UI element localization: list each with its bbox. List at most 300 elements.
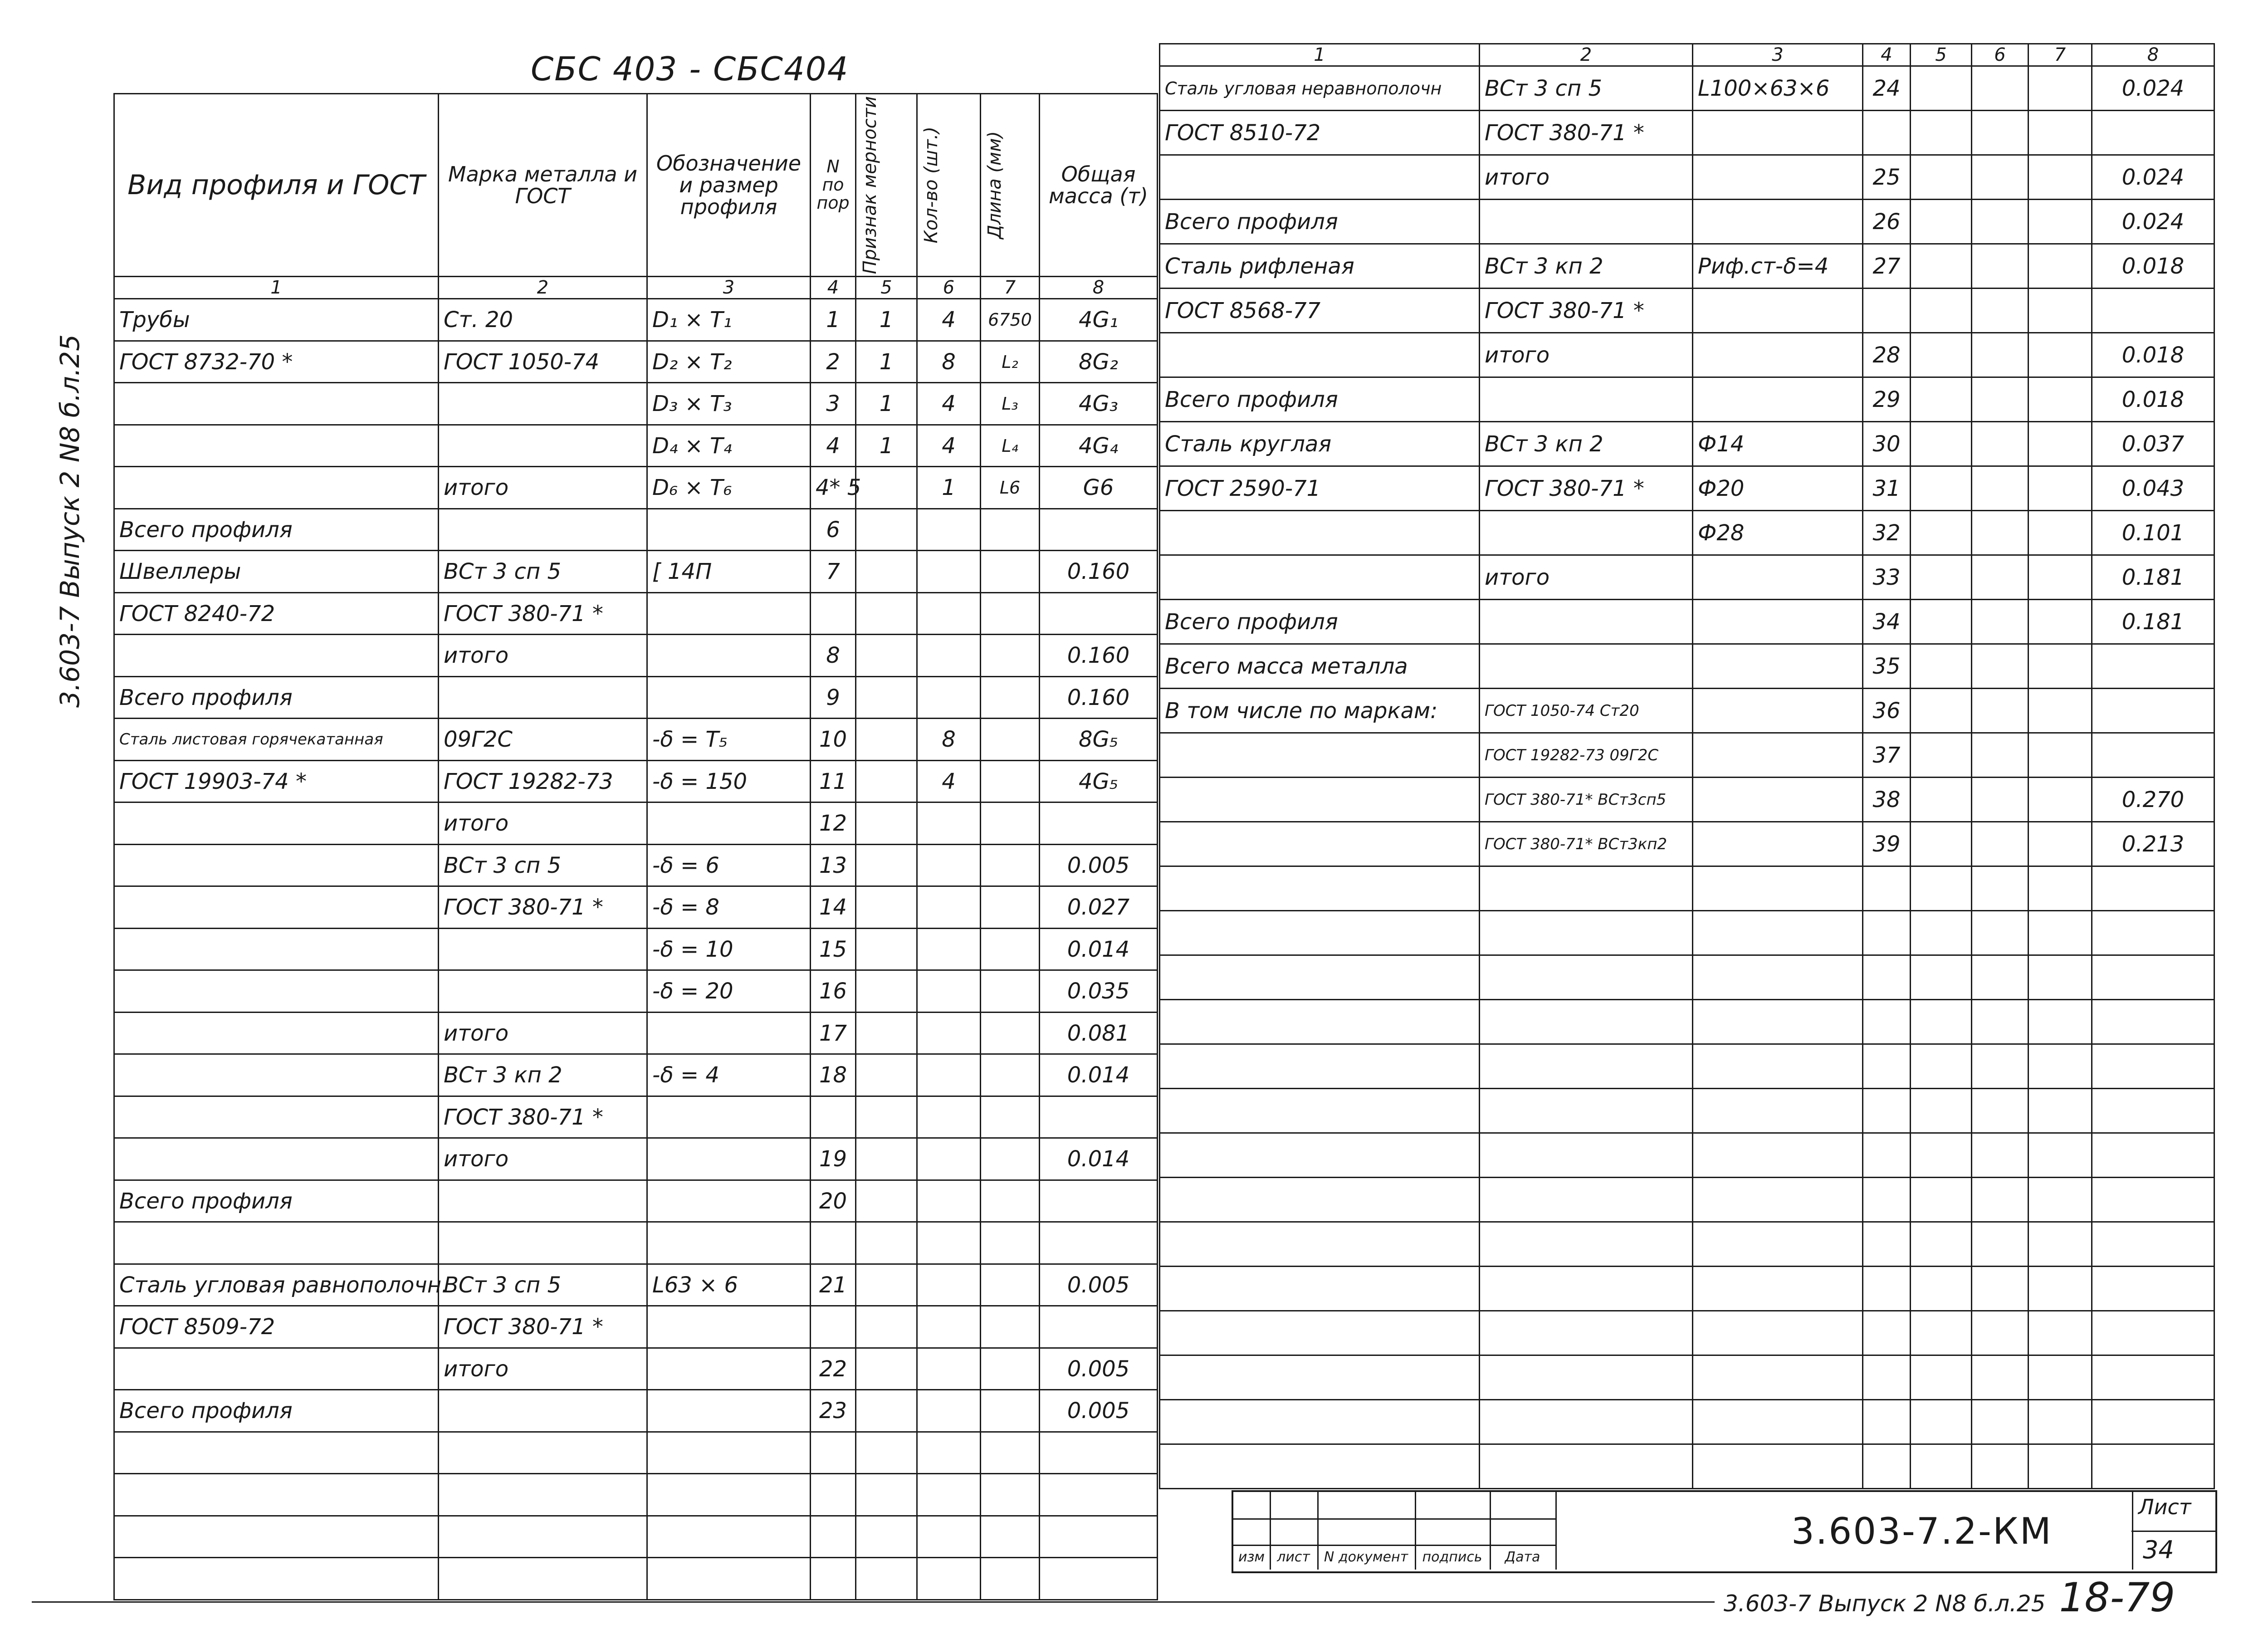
cell-qty xyxy=(917,1054,981,1096)
cell-length xyxy=(981,1096,1040,1138)
cell-grade: итого xyxy=(1480,155,1693,200)
cell-profile xyxy=(114,635,439,677)
cell-length xyxy=(981,1516,1040,1558)
cell-length xyxy=(981,635,1040,677)
cell-mass: 0.181 xyxy=(2092,600,2214,644)
cell-c5 xyxy=(1911,155,1972,200)
cell-profile xyxy=(1160,1178,1480,1222)
cell-c7 xyxy=(2028,778,2092,822)
cell-designation xyxy=(647,1012,811,1054)
cell-mass: 0.014 xyxy=(1040,1054,1158,1096)
cell-designation xyxy=(1693,600,1863,644)
cell-num: 31 xyxy=(1863,466,1911,511)
cell-num xyxy=(1863,1089,1911,1133)
cell-profile xyxy=(1160,1311,1480,1355)
cell-num: 27 xyxy=(1863,244,1911,289)
cell-c7 xyxy=(2028,511,2092,555)
cell-mass: 0.081 xyxy=(1040,1012,1158,1054)
cell-profile: Швеллеры xyxy=(114,551,439,593)
cell-sign xyxy=(856,1012,917,1054)
cell-num xyxy=(811,1306,856,1348)
cell-designation: [ 14П xyxy=(647,551,811,593)
cell-designation: D₂ × T₂ xyxy=(647,341,811,383)
cell-mass xyxy=(2092,1222,2214,1267)
cell-grade: ГОСТ 380-71 * xyxy=(1480,466,1693,511)
cell-length: 6750 xyxy=(981,299,1040,341)
table-row xyxy=(114,467,1158,509)
cell-c5 xyxy=(1911,1222,1972,1267)
cell-c6 xyxy=(1972,644,2028,689)
cell-sign: 1 xyxy=(856,341,917,383)
cell-mass xyxy=(1040,1432,1158,1474)
cell-c5 xyxy=(1911,600,1972,644)
cell-num: 21 xyxy=(811,1264,856,1306)
cell-c6 xyxy=(1972,911,2028,955)
cell-designation: D₃ × T₃ xyxy=(647,383,811,425)
cell-num: 38 xyxy=(1863,778,1911,822)
cell-length xyxy=(981,1138,1040,1180)
cell-designation: L100×63×6 xyxy=(1693,66,1863,111)
cell-designation xyxy=(647,1432,811,1474)
cell-c5 xyxy=(1911,1311,1972,1355)
cell-num: 15 xyxy=(811,928,856,970)
table-row xyxy=(1160,1400,2214,1444)
cell-sign xyxy=(856,1054,917,1096)
table-row xyxy=(1160,555,2214,600)
cell-num: 4* 5 xyxy=(811,467,856,509)
cell-num xyxy=(811,1474,856,1516)
table-row xyxy=(1160,822,2214,866)
cell-num xyxy=(1863,1133,1911,1178)
cell-num: 12 xyxy=(811,802,856,845)
cell-qty xyxy=(917,844,981,886)
cell-grade xyxy=(1480,955,1693,1000)
cell-grade: итого xyxy=(439,1138,647,1180)
cell-c5 xyxy=(1911,689,1972,733)
cell-num: 13 xyxy=(811,844,856,886)
cell-sign xyxy=(856,1138,917,1180)
cell-profile: ГОСТ 8510-72 xyxy=(1160,111,1480,155)
cell-length xyxy=(981,1390,1040,1432)
cell-profile xyxy=(114,802,439,845)
table-row xyxy=(114,299,1158,341)
cell-profile xyxy=(114,383,439,425)
cell-grade: ГОСТ 380-71 * xyxy=(439,1096,647,1138)
cell-c7 xyxy=(2028,555,2092,600)
cell-profile: ГОСТ 19903-74 * xyxy=(114,760,439,802)
cell-c7 xyxy=(2028,1355,2092,1400)
cell-grade xyxy=(439,425,647,467)
cell-sign xyxy=(856,467,917,509)
cell-qty xyxy=(917,1264,981,1306)
cell-num: 7 xyxy=(811,551,856,593)
cell-grade xyxy=(439,1474,647,1516)
cell-num: 20 xyxy=(811,1180,856,1222)
cell-grade: ГОСТ 380-71 * xyxy=(439,1306,647,1348)
cell-mass: 0.101 xyxy=(2092,511,2214,555)
cell-mass xyxy=(2092,866,2214,911)
cell-c6 xyxy=(1972,600,2028,644)
cell-sign xyxy=(856,1432,917,1474)
cell-designation xyxy=(647,1516,811,1558)
cell-profile xyxy=(1160,333,1480,377)
cell-designation xyxy=(1693,911,1863,955)
cell-sign xyxy=(856,844,917,886)
cell-c7 xyxy=(2028,1133,2092,1178)
cell-mass xyxy=(2092,1178,2214,1222)
cell-designation xyxy=(647,509,811,551)
cell-mass xyxy=(1040,1306,1158,1348)
cell-profile: Всего профиля xyxy=(114,1180,439,1222)
left-spec-table xyxy=(113,93,1158,1600)
column-number: 5 xyxy=(856,277,917,299)
cell-grade xyxy=(1480,511,1693,555)
cell-c7 xyxy=(2028,1267,2092,1311)
cell-c5 xyxy=(1911,1000,1972,1044)
cell-length: L₄ xyxy=(981,425,1040,467)
cell-sign xyxy=(856,886,917,929)
cell-qty xyxy=(917,1138,981,1180)
cell-grade: ГОСТ 380-71 * xyxy=(439,592,647,635)
cell-mass: 0.018 xyxy=(2092,377,2214,422)
cell-designation xyxy=(647,802,811,845)
cell-sign xyxy=(856,802,917,845)
cell-num xyxy=(1863,111,1911,155)
cell-profile xyxy=(1160,1400,1480,1444)
cell-c7 xyxy=(2028,733,2092,778)
cell-num: 11 xyxy=(811,760,856,802)
cell-c6 xyxy=(1972,155,2028,200)
cell-profile xyxy=(114,1096,439,1138)
cell-c6 xyxy=(1972,866,2028,911)
table-row xyxy=(114,551,1158,593)
cell-profile: ГОСТ 2590-71 xyxy=(1160,466,1480,511)
table-row xyxy=(1160,1311,2214,1355)
cell-c5 xyxy=(1911,644,1972,689)
cell-grade: ВСт 3 кп 2 xyxy=(1480,422,1693,466)
cell-c6 xyxy=(1972,422,2028,466)
table-row xyxy=(1160,155,2214,200)
cell-designation xyxy=(647,1096,811,1138)
cell-length xyxy=(981,1348,1040,1390)
cell-c7 xyxy=(2028,377,2092,422)
table-row xyxy=(114,1264,1158,1306)
cell-length xyxy=(981,844,1040,886)
cell-mass xyxy=(1040,802,1158,845)
cell-grade xyxy=(1480,1178,1693,1222)
cell-num xyxy=(1863,1355,1911,1400)
side-note: 3.603-7 Выпуск 2 N8 б.л.25 xyxy=(54,334,85,708)
cell-grade: 09Г2С xyxy=(439,719,647,761)
cell-qty xyxy=(917,1348,981,1390)
cell-num xyxy=(1863,1267,1911,1311)
cell-designation: Ф20 xyxy=(1693,466,1863,511)
cell-qty xyxy=(917,509,981,551)
cell-profile: Трубы xyxy=(114,299,439,341)
cell-qty xyxy=(917,1180,981,1222)
cell-grade xyxy=(439,1222,647,1264)
stamp-label-change: изм xyxy=(1238,1549,1265,1565)
cell-grade: ГОСТ 1050-74 Ст20 xyxy=(1480,689,1693,733)
cell-num xyxy=(1863,1400,1911,1444)
cell-grade xyxy=(1480,1311,1693,1355)
table-row xyxy=(1160,911,2214,955)
cell-qty xyxy=(917,551,981,593)
cell-profile: Всего профиля xyxy=(114,676,439,719)
cell-profile: Всего профиля xyxy=(114,509,439,551)
cell-qty xyxy=(917,592,981,635)
column-number: 4 xyxy=(811,277,856,299)
cell-grade xyxy=(439,1516,647,1558)
cell-designation xyxy=(647,592,811,635)
cell-c7 xyxy=(2028,955,2092,1000)
cell-length xyxy=(981,1432,1040,1474)
cell-c7 xyxy=(2028,1444,2092,1489)
cell-profile xyxy=(1160,1267,1480,1311)
cell-grade xyxy=(439,970,647,1013)
cell-designation: D₄ × T₄ xyxy=(647,425,811,467)
cell-profile xyxy=(114,1012,439,1054)
cell-grade: ГОСТ 380-71 * xyxy=(439,886,647,929)
table-row xyxy=(114,592,1158,635)
cell-c6 xyxy=(1972,733,2028,778)
cell-mass: 0.160 xyxy=(1040,676,1158,719)
cell-length xyxy=(981,509,1040,551)
cell-grade xyxy=(1480,1222,1693,1267)
header-length: Длина (мм) xyxy=(981,94,1040,277)
column-number: 2 xyxy=(439,277,647,299)
cell-num: 16 xyxy=(811,970,856,1013)
cell-grade: ГОСТ 380-71* ВСт3сп5 xyxy=(1480,778,1693,822)
cell-c5 xyxy=(1911,200,1972,244)
cell-length: L₂ xyxy=(981,341,1040,383)
cell-mass xyxy=(1040,1180,1158,1222)
cell-mass: 4G₅ xyxy=(1040,760,1158,802)
cell-c7 xyxy=(2028,600,2092,644)
cell-num: 3 xyxy=(811,383,856,425)
cell-c7 xyxy=(2028,1222,2092,1267)
cell-c6 xyxy=(1972,1178,2028,1222)
cell-designation xyxy=(647,676,811,719)
cell-grade xyxy=(1480,1000,1693,1044)
column-number: 7 xyxy=(981,277,1040,299)
stamp-label-document: N документ xyxy=(1324,1549,1408,1565)
cell-grade xyxy=(439,1432,647,1474)
cell-c6 xyxy=(1972,66,2028,111)
cell-num: 36 xyxy=(1863,689,1911,733)
cell-num: 10 xyxy=(811,719,856,761)
cell-grade xyxy=(1480,377,1693,422)
stamp-label-signature: подпись xyxy=(1422,1549,1482,1565)
table-row xyxy=(1160,244,2214,289)
cell-length xyxy=(981,760,1040,802)
cell-mass: 0.270 xyxy=(2092,778,2214,822)
cell-qty xyxy=(917,1012,981,1054)
table-row xyxy=(114,1138,1158,1180)
stamp-line xyxy=(2131,1531,2215,1532)
cell-qty: 8 xyxy=(917,719,981,761)
cell-sign xyxy=(856,1306,917,1348)
cell-c5 xyxy=(1911,1400,1972,1444)
cell-qty: 1 xyxy=(917,467,981,509)
cell-c5 xyxy=(1911,822,1972,866)
cell-mass: 0.005 xyxy=(1040,1390,1158,1432)
cell-c6 xyxy=(1972,822,2028,866)
cell-mass xyxy=(1040,1474,1158,1516)
cell-grade xyxy=(439,1558,647,1600)
cell-qty xyxy=(917,1516,981,1558)
cell-mass xyxy=(2092,1400,2214,1444)
cell-profile xyxy=(114,970,439,1013)
column-number: 8 xyxy=(2092,44,2214,66)
cell-mass xyxy=(2092,1000,2214,1044)
cell-num: 39 xyxy=(1863,822,1911,866)
cell-mass xyxy=(2092,1267,2214,1311)
cell-c6 xyxy=(1972,1444,2028,1489)
cell-designation xyxy=(1693,377,1863,422)
cell-profile xyxy=(1160,155,1480,200)
cell-profile: ГОСТ 8568-77 xyxy=(1160,289,1480,333)
cell-c6 xyxy=(1972,511,2028,555)
cell-c6 xyxy=(1972,1355,2028,1400)
cell-designation xyxy=(647,1306,811,1348)
cell-grade xyxy=(1480,911,1693,955)
table-row xyxy=(114,1180,1158,1222)
cell-designation xyxy=(1693,111,1863,155)
cell-sign xyxy=(856,509,917,551)
cell-grade xyxy=(439,509,647,551)
right-spec-table xyxy=(1159,43,2215,1489)
cell-sign xyxy=(856,1390,917,1432)
column-number: 7 xyxy=(2028,44,2092,66)
cell-c7 xyxy=(2028,911,2092,955)
cell-num: 19 xyxy=(811,1138,856,1180)
cell-sign xyxy=(856,719,917,761)
cell-designation: D₆ × T₆ xyxy=(647,467,811,509)
table-row xyxy=(114,719,1158,761)
cell-sign: 1 xyxy=(856,425,917,467)
cell-profile xyxy=(1160,1044,1480,1089)
cell-c6 xyxy=(1972,1400,2028,1444)
footer-page-number: 18-79 xyxy=(2059,1574,2175,1621)
cell-mass: G6 xyxy=(1040,467,1158,509)
cell-c5 xyxy=(1911,866,1972,911)
cell-mass: 0.024 xyxy=(2092,66,2214,111)
cell-sign xyxy=(856,1264,917,1306)
cell-grade xyxy=(1480,200,1693,244)
table-row xyxy=(1160,1089,2214,1133)
cell-c6 xyxy=(1972,778,2028,822)
cell-profile xyxy=(114,886,439,929)
column-number: 3 xyxy=(647,277,811,299)
table-row xyxy=(114,970,1158,1013)
cell-grade: ВСт 3 сп 5 xyxy=(439,844,647,886)
table-row xyxy=(1160,1133,2214,1178)
cell-profile xyxy=(114,1516,439,1558)
cell-mass: 0.005 xyxy=(1040,844,1158,886)
column-number: 6 xyxy=(917,277,981,299)
cell-c7 xyxy=(2028,644,2092,689)
cell-designation xyxy=(1693,333,1863,377)
cell-grade: ГОСТ 380-71 * xyxy=(1480,289,1693,333)
cell-designation xyxy=(1693,1178,1863,1222)
cell-length xyxy=(981,1180,1040,1222)
cell-length xyxy=(981,802,1040,845)
cell-mass: 0.181 xyxy=(2092,555,2214,600)
cell-sign: 1 xyxy=(856,299,917,341)
table-row xyxy=(1160,689,2214,733)
cell-sign: 1 xyxy=(856,383,917,425)
cell-designation xyxy=(647,1474,811,1516)
table-row xyxy=(114,1054,1158,1096)
cell-num: 25 xyxy=(1863,155,1911,200)
cell-sign xyxy=(856,970,917,1013)
cell-mass: 4G₄ xyxy=(1040,425,1158,467)
cell-grade: ВСт 3 кп 2 xyxy=(439,1054,647,1096)
cell-grade: итого xyxy=(439,1348,647,1390)
cell-grade: ВСт 3 сп 5 xyxy=(1480,66,1693,111)
cell-profile xyxy=(114,1138,439,1180)
cell-designation xyxy=(1693,1133,1863,1178)
cell-profile xyxy=(1160,911,1480,955)
cell-grade xyxy=(439,676,647,719)
cell-grade: ВСт 3 сп 5 xyxy=(439,551,647,593)
cell-qty xyxy=(917,676,981,719)
table-row xyxy=(1160,377,2214,422)
cell-c5 xyxy=(1911,66,1972,111)
cell-mass: 0.005 xyxy=(1040,1264,1158,1306)
cell-profile xyxy=(114,1054,439,1096)
cell-mass xyxy=(2092,1089,2214,1133)
document-code: 3.603-7.2-КМ xyxy=(1791,1510,2053,1552)
cell-designation: -δ = 10 xyxy=(647,928,811,970)
cell-qty xyxy=(917,1222,981,1264)
cell-c6 xyxy=(1972,377,2028,422)
cell-grade xyxy=(1480,1089,1693,1133)
table-row xyxy=(1160,955,2214,1000)
cell-length xyxy=(981,1054,1040,1096)
cell-mass xyxy=(1040,592,1158,635)
cell-designation xyxy=(647,1390,811,1432)
cell-c7 xyxy=(2028,689,2092,733)
cell-c6 xyxy=(1972,555,2028,600)
table-row xyxy=(114,1306,1158,1348)
cell-num xyxy=(1863,1178,1911,1222)
table-row xyxy=(114,1432,1158,1474)
cell-mass xyxy=(1040,1516,1158,1558)
cell-c7 xyxy=(2028,466,2092,511)
cell-grade xyxy=(439,928,647,970)
cell-num: 32 xyxy=(1863,511,1911,555)
cell-profile xyxy=(1160,866,1480,911)
cell-c6 xyxy=(1972,1000,2028,1044)
cell-grade xyxy=(439,1390,647,1432)
cell-c5 xyxy=(1911,422,1972,466)
cell-length xyxy=(981,928,1040,970)
table-row xyxy=(1160,66,2214,111)
cell-profile xyxy=(1160,778,1480,822)
cell-designation: Риф.ст-δ=4 xyxy=(1693,244,1863,289)
table-row xyxy=(114,635,1158,677)
cell-designation: -δ = 4 xyxy=(647,1054,811,1096)
cell-mass xyxy=(2092,1355,2214,1400)
cell-qty xyxy=(917,1306,981,1348)
cell-c6 xyxy=(1972,955,2028,1000)
cell-grade xyxy=(1480,1444,1693,1489)
cell-c5 xyxy=(1911,733,1972,778)
header-qty: Кол-во (шт.) xyxy=(917,94,981,277)
cell-designation: Ф14 xyxy=(1693,422,1863,466)
